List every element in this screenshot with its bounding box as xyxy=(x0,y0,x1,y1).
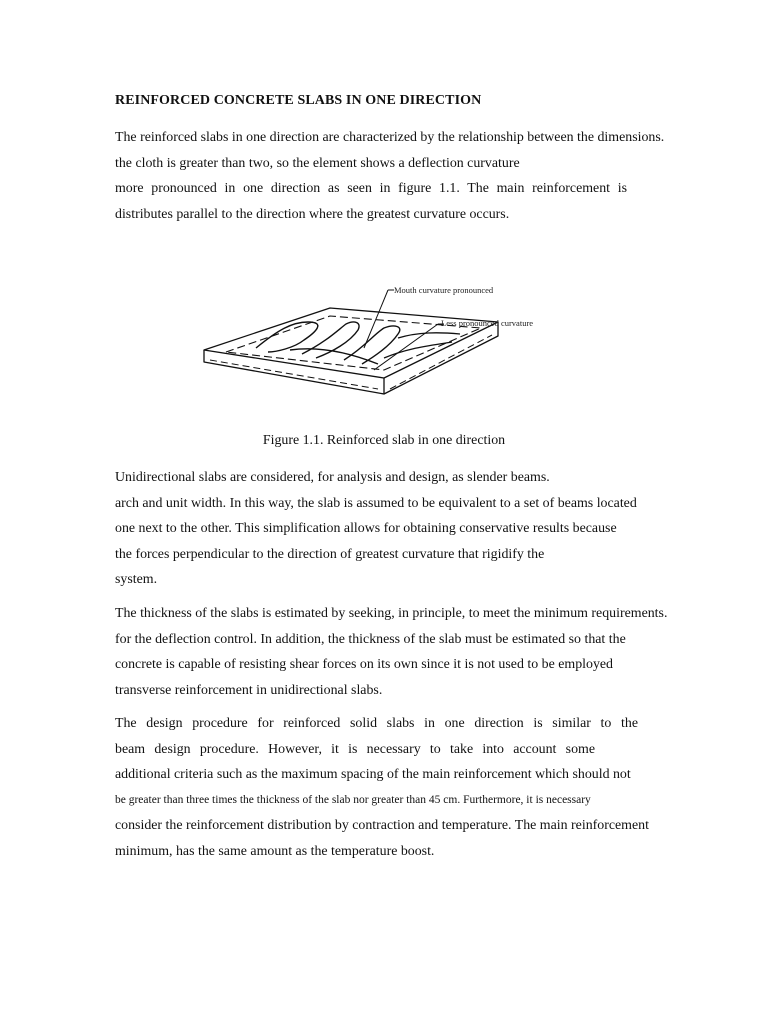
figure-caption: Figure 1.1. Reinforced slab in one direction xyxy=(262,433,506,448)
paragraph-line: for the deflection control. In addition, the thickness of the slab must be estimated so that the xyxy=(115,631,626,647)
section-heading: REINFORCED CONCRETE SLABS IN ONE DIRECTION xyxy=(115,93,482,108)
paragraph-line: distributes parallel to the direction where the greatest curvature occurs. xyxy=(115,206,510,222)
paragraph-line: more pronounced in one direction as seen in figure 1.1. The main reinforcement is xyxy=(115,181,627,197)
curvature-line xyxy=(302,322,359,358)
paragraph-line: minimum, has the same amount as the temperature boost. xyxy=(115,843,435,859)
paragraph-thickness xyxy=(115,601,715,703)
paragraph-line: additional criteria such as the maximum spacing of the main reinforcement which should not xyxy=(115,767,631,783)
curvature-line xyxy=(256,322,318,352)
paragraph-line: the forces perpendicular to the direction of greatest curvature that rigidify the xyxy=(115,546,545,562)
label-less-curvature: Less pronounced curvature xyxy=(441,318,534,328)
paragraph-line: transverse reinforcement in unidirectional slabs. xyxy=(115,682,383,698)
paragraph-line: be greater than three times the thickness of the slab nor greater than 45 cm. Furthermore, it is necessary xyxy=(115,793,591,806)
paragraph-line: one next to the other. This simplification allows for obtaining conservative results because xyxy=(115,521,617,537)
paragraph-unidirectional xyxy=(115,465,715,593)
paragraph-line: consider the reinforcement distribution by contraction and temperature. The main reinforcement xyxy=(115,818,649,834)
paragraph-line: The reinforced slabs in one direction are characterized by the relationship between the dimensions. xyxy=(115,130,665,145)
paragraph-line: Unidirectional slabs are considered, for analysis and design, as slender beams. xyxy=(115,470,550,485)
paragraph-line: arch and unit width. In this way, the slab is assumed to be equivalent to a set of beams located xyxy=(115,495,637,511)
label-mouth-curvature: Mouth curvature pronounced xyxy=(394,285,494,295)
paragraph-line: The thickness of the slabs is estimated by seeking, in principle, to meet the minimum requirements. xyxy=(115,606,668,621)
paragraph-intro xyxy=(115,125,715,227)
paragraph-line: system. xyxy=(115,572,158,588)
slab-figure xyxy=(198,272,582,420)
curvature-line xyxy=(344,326,400,364)
leader-line xyxy=(374,324,438,370)
paragraph-line: The design procedure for reinforced solid slabs in one direction is similar to the xyxy=(115,716,638,731)
paragraph-line: the cloth is greater than two, so the element shows a deflection curvature xyxy=(115,155,520,171)
paragraph-line: concrete is capable of resisting shear forces on its own since it is not used to be employed xyxy=(115,657,613,673)
paragraph-line: beam design procedure. However, it is necessary to take into account some xyxy=(115,741,595,757)
paragraph-design-procedure xyxy=(115,711,715,865)
curvature-line xyxy=(398,333,460,338)
